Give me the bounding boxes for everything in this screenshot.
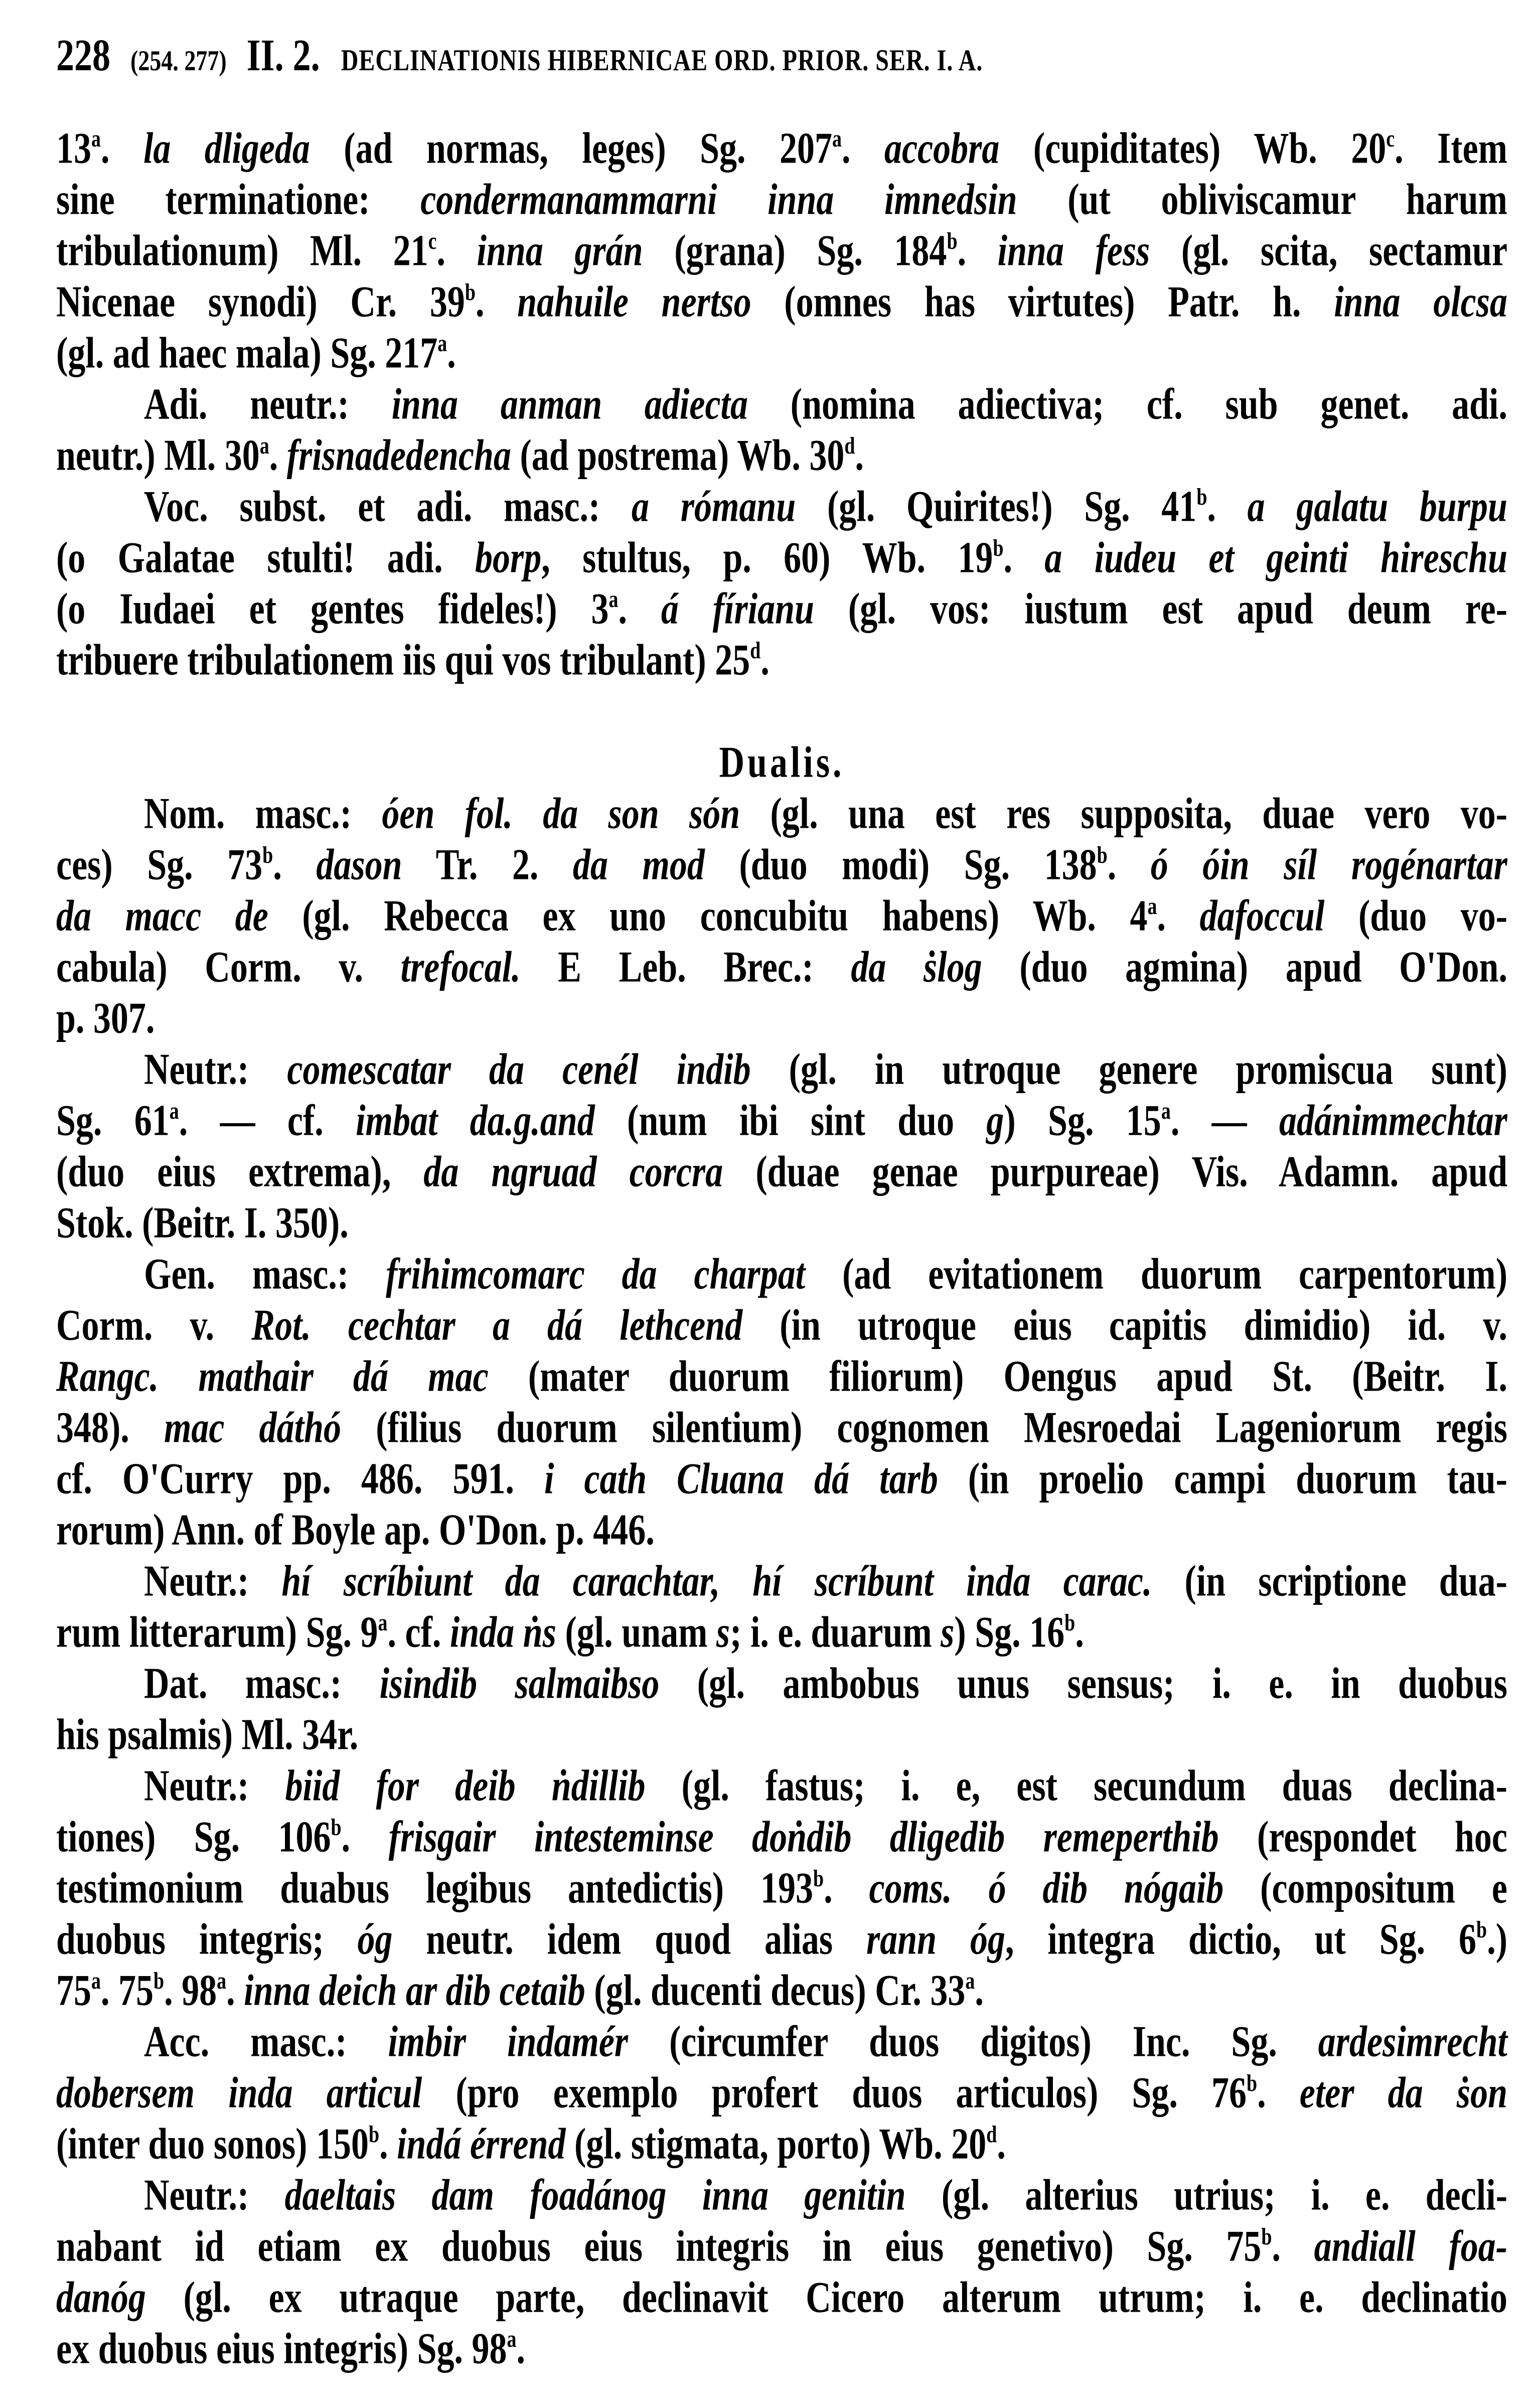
- text-run: his psalmis) Ml. 34r.: [56, 1711, 359, 1759]
- text-run: tiones) Sg. 106: [56, 1813, 331, 1862]
- text-run: .: [226, 1967, 244, 2015]
- irish-form: imbat da.g.and: [356, 1097, 595, 1145]
- irish-form: isindib salmaibso: [379, 1660, 660, 1708]
- irish-form: coms. ó dib nógaib: [869, 1864, 1224, 1913]
- text-run: 13: [56, 124, 91, 173]
- text-run: .: [760, 636, 769, 685]
- irish-form: frisnadedencha: [286, 431, 511, 480]
- text-run: .: [1003, 534, 1045, 582]
- irish-form: trefocal.: [400, 943, 521, 992]
- folio-superscript: b: [947, 228, 958, 255]
- text-run: (compositum e: [1223, 1864, 1507, 1913]
- text-run: , stultus, p. 60) Wb. 19: [541, 534, 993, 582]
- folio-superscript: b: [262, 842, 273, 869]
- text-run: .: [1157, 892, 1200, 941]
- text-run: .: [618, 585, 661, 634]
- text-run: (gl. ad haec mala) Sg. 217: [56, 329, 438, 378]
- irish-form: eter da ṡon: [1299, 2069, 1508, 2118]
- folio-superscript: a: [608, 586, 619, 613]
- folio-superscript: b: [1246, 2070, 1258, 2097]
- folio-superscript: a: [217, 1968, 227, 1995]
- page-body: [56, 123, 1507, 2375]
- text-run: .: [1207, 483, 1248, 531]
- text-run: . — cf.: [179, 1097, 356, 1145]
- folio-superscript: b: [465, 279, 476, 306]
- folio-superscript: d: [750, 637, 761, 664]
- text-run: (o Galatae stulti! adi.: [56, 534, 475, 582]
- folio-superscript: a: [965, 1968, 975, 1995]
- folio-superscript: a: [259, 432, 269, 460]
- irish-form: condermanammarni inna imnedsin: [420, 176, 1017, 224]
- text-run: Voc. subst. et adi. masc.:: [144, 483, 632, 531]
- text-run: ces) Sg. 73: [56, 841, 263, 889]
- folio-superscript: a: [437, 330, 447, 357]
- text-run: Tr. 2.: [402, 841, 573, 889]
- text-run: .: [101, 124, 143, 173]
- folio-superscript: b: [331, 1814, 342, 1841]
- text-run: (pro exemplo profert duos articulos) Sg. 76: [422, 2069, 1247, 2118]
- irish-form: nahuile nertso: [517, 278, 751, 327]
- text-run: cf. O'Curry pp. 486. 591.: [56, 1455, 545, 1503]
- irish-form: inna fess: [997, 227, 1150, 275]
- irish-form: inna anman adiecta: [391, 380, 748, 429]
- text-run: Stok. (Beitr. I. 350).: [56, 1199, 349, 1248]
- text-run: Neutr.:: [144, 1045, 287, 1094]
- text-run: .: [475, 278, 518, 327]
- irish-form: ardesimrecht: [1318, 2018, 1508, 2066]
- text-run: (gl. ex utraque parte, declinavit Cicero alterum utrum; i. e. declinatio: [145, 2274, 1507, 2322]
- irish-form: inna deich ar dib cetaib: [244, 1967, 585, 2015]
- page-reference: (254. 277): [130, 44, 227, 77]
- irish-form: da macc de: [56, 892, 268, 941]
- text-run: 75: [56, 1967, 91, 2015]
- folio-superscript: b: [368, 2121, 380, 2148]
- folio-superscript: b: [1064, 1609, 1075, 1636]
- text-run: testimonium duabus legibus antedictis) 193: [56, 1864, 813, 1913]
- text-run: (gl. in utroque genere promiscua sunt): [750, 1045, 1507, 1094]
- folio-superscript: d: [986, 2121, 997, 2148]
- irish-form: a galatu burpu: [1247, 483, 1507, 531]
- irish-form: Rangc. mathair dá mac: [56, 1352, 489, 1401]
- irish-form: s: [716, 1608, 730, 1657]
- irish-form: óg: [357, 1915, 393, 1964]
- text-run: (gl. fastus; i. e, est secundum duas declina-: [645, 1762, 1507, 1811]
- text-run: . 98: [164, 1967, 217, 2015]
- text-run: (duo modi) Sg. 138: [704, 841, 1097, 889]
- text-run: tribuere tribulationem iis qui vos tribulant) 25: [56, 636, 750, 685]
- running-title: DECLINATIONIS HIBERNICAE ORD. PRIOR. SER. I. A.: [341, 44, 983, 77]
- text-run: rum litterarum) Sg. 9: [56, 1608, 378, 1657]
- folio-superscript: a: [91, 1968, 101, 1995]
- text-run: (gl. ambobus unus sensus; i. e. in duobus: [659, 1660, 1507, 1708]
- irish-form: adánimmechtar: [1279, 1097, 1507, 1145]
- irish-form: óen fol. da son són: [382, 790, 740, 838]
- text-run: (circumfer duos digitos) Inc. Sg.: [628, 2018, 1318, 2066]
- text-run: .: [1075, 1608, 1084, 1657]
- text-run: Acc. masc.:: [144, 2018, 388, 2066]
- folio-superscript: b: [1097, 842, 1108, 869]
- text-run: .: [1272, 2222, 1314, 2271]
- irish-form: comescatar da cenél indib: [287, 1045, 751, 1094]
- text-run: (in scriptione dua-: [1152, 1557, 1507, 1606]
- text-run: (nomina adiectiva; cf. sub genet. adi.: [747, 380, 1507, 429]
- text-run: .: [273, 841, 317, 889]
- text-line: [56, 629, 1507, 693]
- text-run: .: [824, 1864, 869, 1913]
- irish-form: hí scríbiunt da carachtar, hí scríbunt inda carac.: [281, 1557, 1152, 1606]
- text-run: (ad evitationem duorum carpentorum): [805, 1250, 1507, 1299]
- text-run: . cf.: [387, 1608, 450, 1657]
- section-heading: Dualis.: [719, 738, 845, 787]
- text-run: E Leb. Brec.:: [520, 943, 851, 992]
- irish-form: inna grán: [477, 227, 643, 275]
- irish-form: andiall foa-: [1314, 2222, 1508, 2271]
- folio-superscript: a: [1161, 1098, 1171, 1125]
- irish-form: ó óin síl rogénartar: [1150, 841, 1508, 889]
- text-run: (num ibi sint duo: [594, 1097, 987, 1145]
- text-run: .: [379, 2120, 397, 2169]
- text-run: (duae genae purpureae) Vis. Adamn. apud: [723, 1148, 1507, 1196]
- page-number: 228: [56, 30, 110, 80]
- irish-form: daeltais dam foadánog inna genitin: [284, 2171, 906, 2220]
- folio-superscript: c: [428, 228, 437, 255]
- text-run: (in proelio campi duorum tau-: [938, 1455, 1508, 1503]
- irish-form: a iudeu et geinti hireschu: [1044, 534, 1507, 582]
- text-run: tribulationum) Ml. 21: [56, 227, 428, 275]
- text-run: neutr.) Ml. 30: [56, 431, 260, 480]
- text-run: (duo eius extrema),: [56, 1148, 424, 1196]
- irish-form: inda ṅs: [449, 1608, 556, 1657]
- irish-form: inna olcsa: [1334, 278, 1507, 327]
- text-run: (in utroque eius capitis dimidio) id. v.: [742, 1301, 1507, 1350]
- irish-form: danóg: [56, 2274, 146, 2322]
- text-run: (gl. stigmata, porto) Wb. 20: [565, 2120, 987, 2169]
- text-run: .: [997, 2120, 1006, 2169]
- text-run: nabant id etiam ex duobus eius integris in eius genetivo) Sg. 75: [56, 2222, 1262, 2271]
- text-run: (gl. unam: [556, 1608, 716, 1657]
- text-run: .: [842, 124, 884, 173]
- text-run: Sg. 61: [56, 1097, 170, 1145]
- folio-superscript: b: [993, 535, 1004, 562]
- text-run: (grana) Sg. 184: [643, 227, 947, 275]
- folio-superscript: b: [1196, 484, 1207, 511]
- text-run: .: [855, 431, 864, 480]
- folio-superscript: c: [1386, 125, 1395, 153]
- irish-form: da ṡlog: [851, 943, 982, 992]
- text-run: . 75: [101, 1967, 153, 2015]
- folio-superscript: a: [507, 2326, 517, 2353]
- text-run: Gen. masc.:: [144, 1250, 386, 1299]
- irish-form: s: [941, 1608, 955, 1657]
- text-run: .: [1107, 841, 1151, 889]
- text-run: .: [341, 1813, 389, 1862]
- irish-form: accobra: [884, 124, 1000, 173]
- text-run: (gl. Rebecca ex uno concubitu habens) Wb. 4: [268, 892, 1148, 941]
- text-run: 348).: [56, 1404, 164, 1452]
- folio-superscript: a: [91, 125, 101, 153]
- text-run: (gl. vos: iustum est apud deum re-: [814, 585, 1508, 634]
- text-run: p. 307.: [56, 994, 155, 1043]
- text-run: (gl. scita, sectamur: [1150, 227, 1508, 275]
- folio-superscript: a: [378, 1609, 388, 1636]
- text-run: Neutr.:: [144, 1557, 282, 1606]
- irish-form: dason: [316, 841, 402, 889]
- text-run: (gl. una est res supposita, duae vero vo-: [740, 790, 1508, 838]
- text-run: Nicenae synodi) Cr. 39: [56, 278, 465, 327]
- irish-form: biid for deib ṅdillib: [285, 1762, 646, 1811]
- text-run: . Item: [1395, 124, 1508, 173]
- irish-form: la dligeda: [143, 124, 310, 173]
- irish-form: frisgair intesteminse doṅdib dligedib remeperthib: [388, 1813, 1219, 1862]
- folio-superscript: d: [844, 432, 855, 460]
- text-run: (duo vo-: [1324, 892, 1508, 941]
- text-run: .: [957, 227, 998, 275]
- folio-superscript: b: [153, 1968, 165, 1995]
- folio-superscript: b: [813, 1865, 824, 1892]
- text-run: .: [269, 431, 287, 480]
- text-run: ) Sg. 15: [1004, 1097, 1161, 1145]
- text-run: (gl. Quirites!) Sg. 41: [796, 483, 1197, 531]
- irish-form: Rot. cechtar a dá lethcend: [251, 1301, 743, 1350]
- text-run: (ut obliviscamur harum: [1017, 176, 1507, 224]
- folio-superscript: b: [1476, 1916, 1487, 1943]
- folio-superscript: a: [1147, 893, 1157, 920]
- irish-form: a rómanu: [632, 483, 796, 531]
- text-run: neutr. idem quod alias: [392, 1915, 866, 1964]
- text-run: (duo agmina) apud O'Don.: [982, 943, 1507, 992]
- irish-form: dobersem inda articul: [56, 2069, 422, 2118]
- irish-form: imbir indamér: [388, 2018, 629, 2066]
- text-run: (mater duorum filiorum) Oengus apud St. (Beitr. I.: [488, 1352, 1507, 1401]
- irish-form: da mod: [572, 841, 705, 889]
- irish-form: dafoccul: [1199, 892, 1325, 941]
- irish-form: borp: [475, 534, 542, 582]
- text-run: (ad postrema) Wb. 30: [511, 431, 845, 480]
- text-run: ; i. e. duarum: [730, 1608, 941, 1657]
- text-run: .): [1487, 1915, 1507, 1964]
- text-run: .: [516, 2325, 525, 2373]
- text-run: Adi. neutr.:: [144, 380, 392, 429]
- text-run: .: [436, 227, 477, 275]
- text-run: (gl. ducenti decus) Cr. 33: [585, 1967, 966, 2015]
- irish-form: i cath Cluana dá tarb: [544, 1455, 938, 1503]
- text-run: , integra dictio, ut Sg. 6: [1005, 1915, 1477, 1964]
- text-run: (inter duo sonos) 150: [56, 2120, 369, 2169]
- folio-superscript: a: [832, 125, 842, 153]
- text-run: .: [1257, 2069, 1300, 2118]
- text-run: (ad normas, leges) Sg. 207: [310, 124, 833, 173]
- text-run: (omnes has virtutes) Patr. h.: [751, 278, 1334, 327]
- irish-form: á fírianu: [661, 585, 815, 634]
- irish-form: rann óg: [866, 1915, 1005, 1964]
- text-run: (gl. alterius utrius; i. e. decli-: [905, 2171, 1507, 2220]
- text-run: Nom. masc.:: [144, 790, 382, 838]
- irish-form: mac dáthó: [164, 1404, 342, 1452]
- irish-form: frihimcomarc da charpat: [386, 1250, 806, 1299]
- irish-form: indá érrend: [397, 2120, 566, 2169]
- text-run: Corm. v.: [56, 1301, 252, 1350]
- text-run: ) Sg. 16: [954, 1608, 1065, 1657]
- text-run: .: [447, 329, 456, 378]
- text-run: duobus integris;: [56, 1915, 358, 1964]
- text-run: Dat. masc.:: [144, 1660, 380, 1708]
- text-run: sine terminatione:: [56, 176, 421, 224]
- text-run: ex duobus eius integris) Sg. 98: [56, 2325, 507, 2373]
- irish-form: da ngruad corcra: [423, 1148, 723, 1196]
- text-run: (respondet hoc: [1218, 1813, 1507, 1862]
- text-run: (filius duorum silentium) cognomen Mesroedai Lageniorum regis: [341, 1404, 1507, 1452]
- section-number: II. 2.: [246, 30, 320, 80]
- text-run: . —: [1170, 1097, 1279, 1145]
- text-run: (o Iudaei et gentes fideles!) 3: [56, 585, 609, 634]
- text-line: [56, 2317, 1507, 2381]
- text-run: .: [975, 1967, 984, 2015]
- text-run: Neutr.:: [144, 1762, 285, 1811]
- irish-form: g: [986, 1097, 1004, 1145]
- text-run: (cupiditates) Wb. 20: [999, 124, 1387, 173]
- text-run: cabula) Corm. v.: [56, 943, 401, 992]
- folio-superscript: b: [1261, 2223, 1272, 2250]
- text-run: rorum) Ann. of Boyle ap. O'Don. p. 446.: [56, 1506, 655, 1555]
- running-header: [56, 23, 983, 87]
- text-run: Neutr.:: [144, 2171, 285, 2220]
- folio-superscript: a: [169, 1098, 179, 1125]
